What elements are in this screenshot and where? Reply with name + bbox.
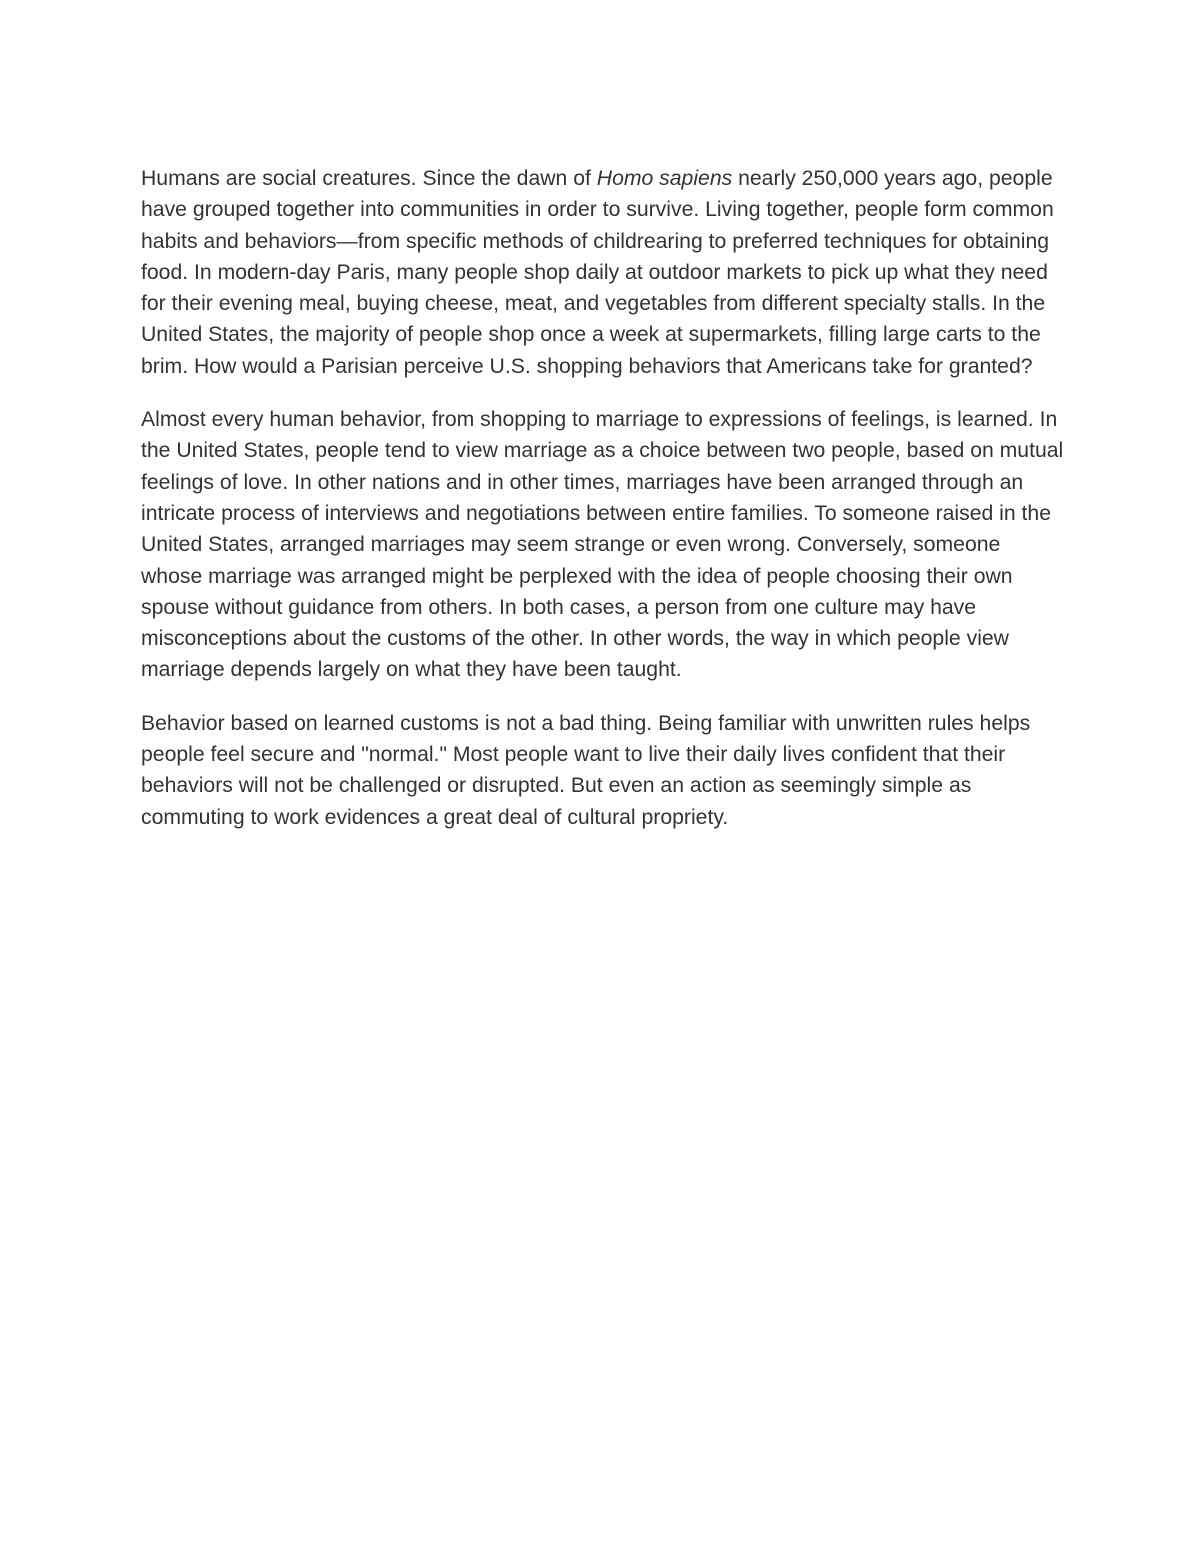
species-name-italic: Homo sapiens xyxy=(596,167,733,190)
paragraph-1 xyxy=(141,163,1066,382)
paragraph-2: Almost every human behavior, from shopping to marriage to expressions of feelings, is learned. In the United States, people tend to view marriage as a choice between two people, based on mutual feelings of love. In other nations and in other times, marriages have been arranged through an intricate process of interviews and negotiations between entire families. To someone raised in the United States, arranged marriages may seem strange or even wrong. Conversely, someone whose marriage was arranged might be perplexed with the idea of people choosing their own spouse without guidance from others. In both cases, a person from one culture may have misconceptions about the customs of the other. In other words, the way in which people view marriage depends largely on what they have been taught. xyxy=(141,408,1064,682)
paragraph-1-start: Humans are social creatures. Since the dawn of xyxy=(141,167,597,190)
document-body xyxy=(141,163,1066,855)
paragraph-1-rest: nearly 250,000 years ago, people have grouped together into communities in order to survive. Living together, people form common habits and behaviors—from specific methods of childrearing to preferred techniques for obtaining food. In modern-day Paris, many people shop daily at outdoor markets to pick up what they need for their evening meal, buying cheese, meat, and vegetables from different specialty stalls. In the United States, the majority of people shop once a week at supermarkets, filling large carts to the brim. How would a Parisian perceive U.S. shopping behaviors that Americans take for granted? xyxy=(141,167,1054,378)
paragraph-3: Behavior based on learned customs is not a bad thing. Being familiar with unwritten rules helps people feel secure and "normal." Most people want to live their daily lives confident that their behaviors will not be challenged or disrupted. But even an action as seemingly simple as commuting to work evidences a great deal of cultural propriety. xyxy=(141,711,1031,829)
